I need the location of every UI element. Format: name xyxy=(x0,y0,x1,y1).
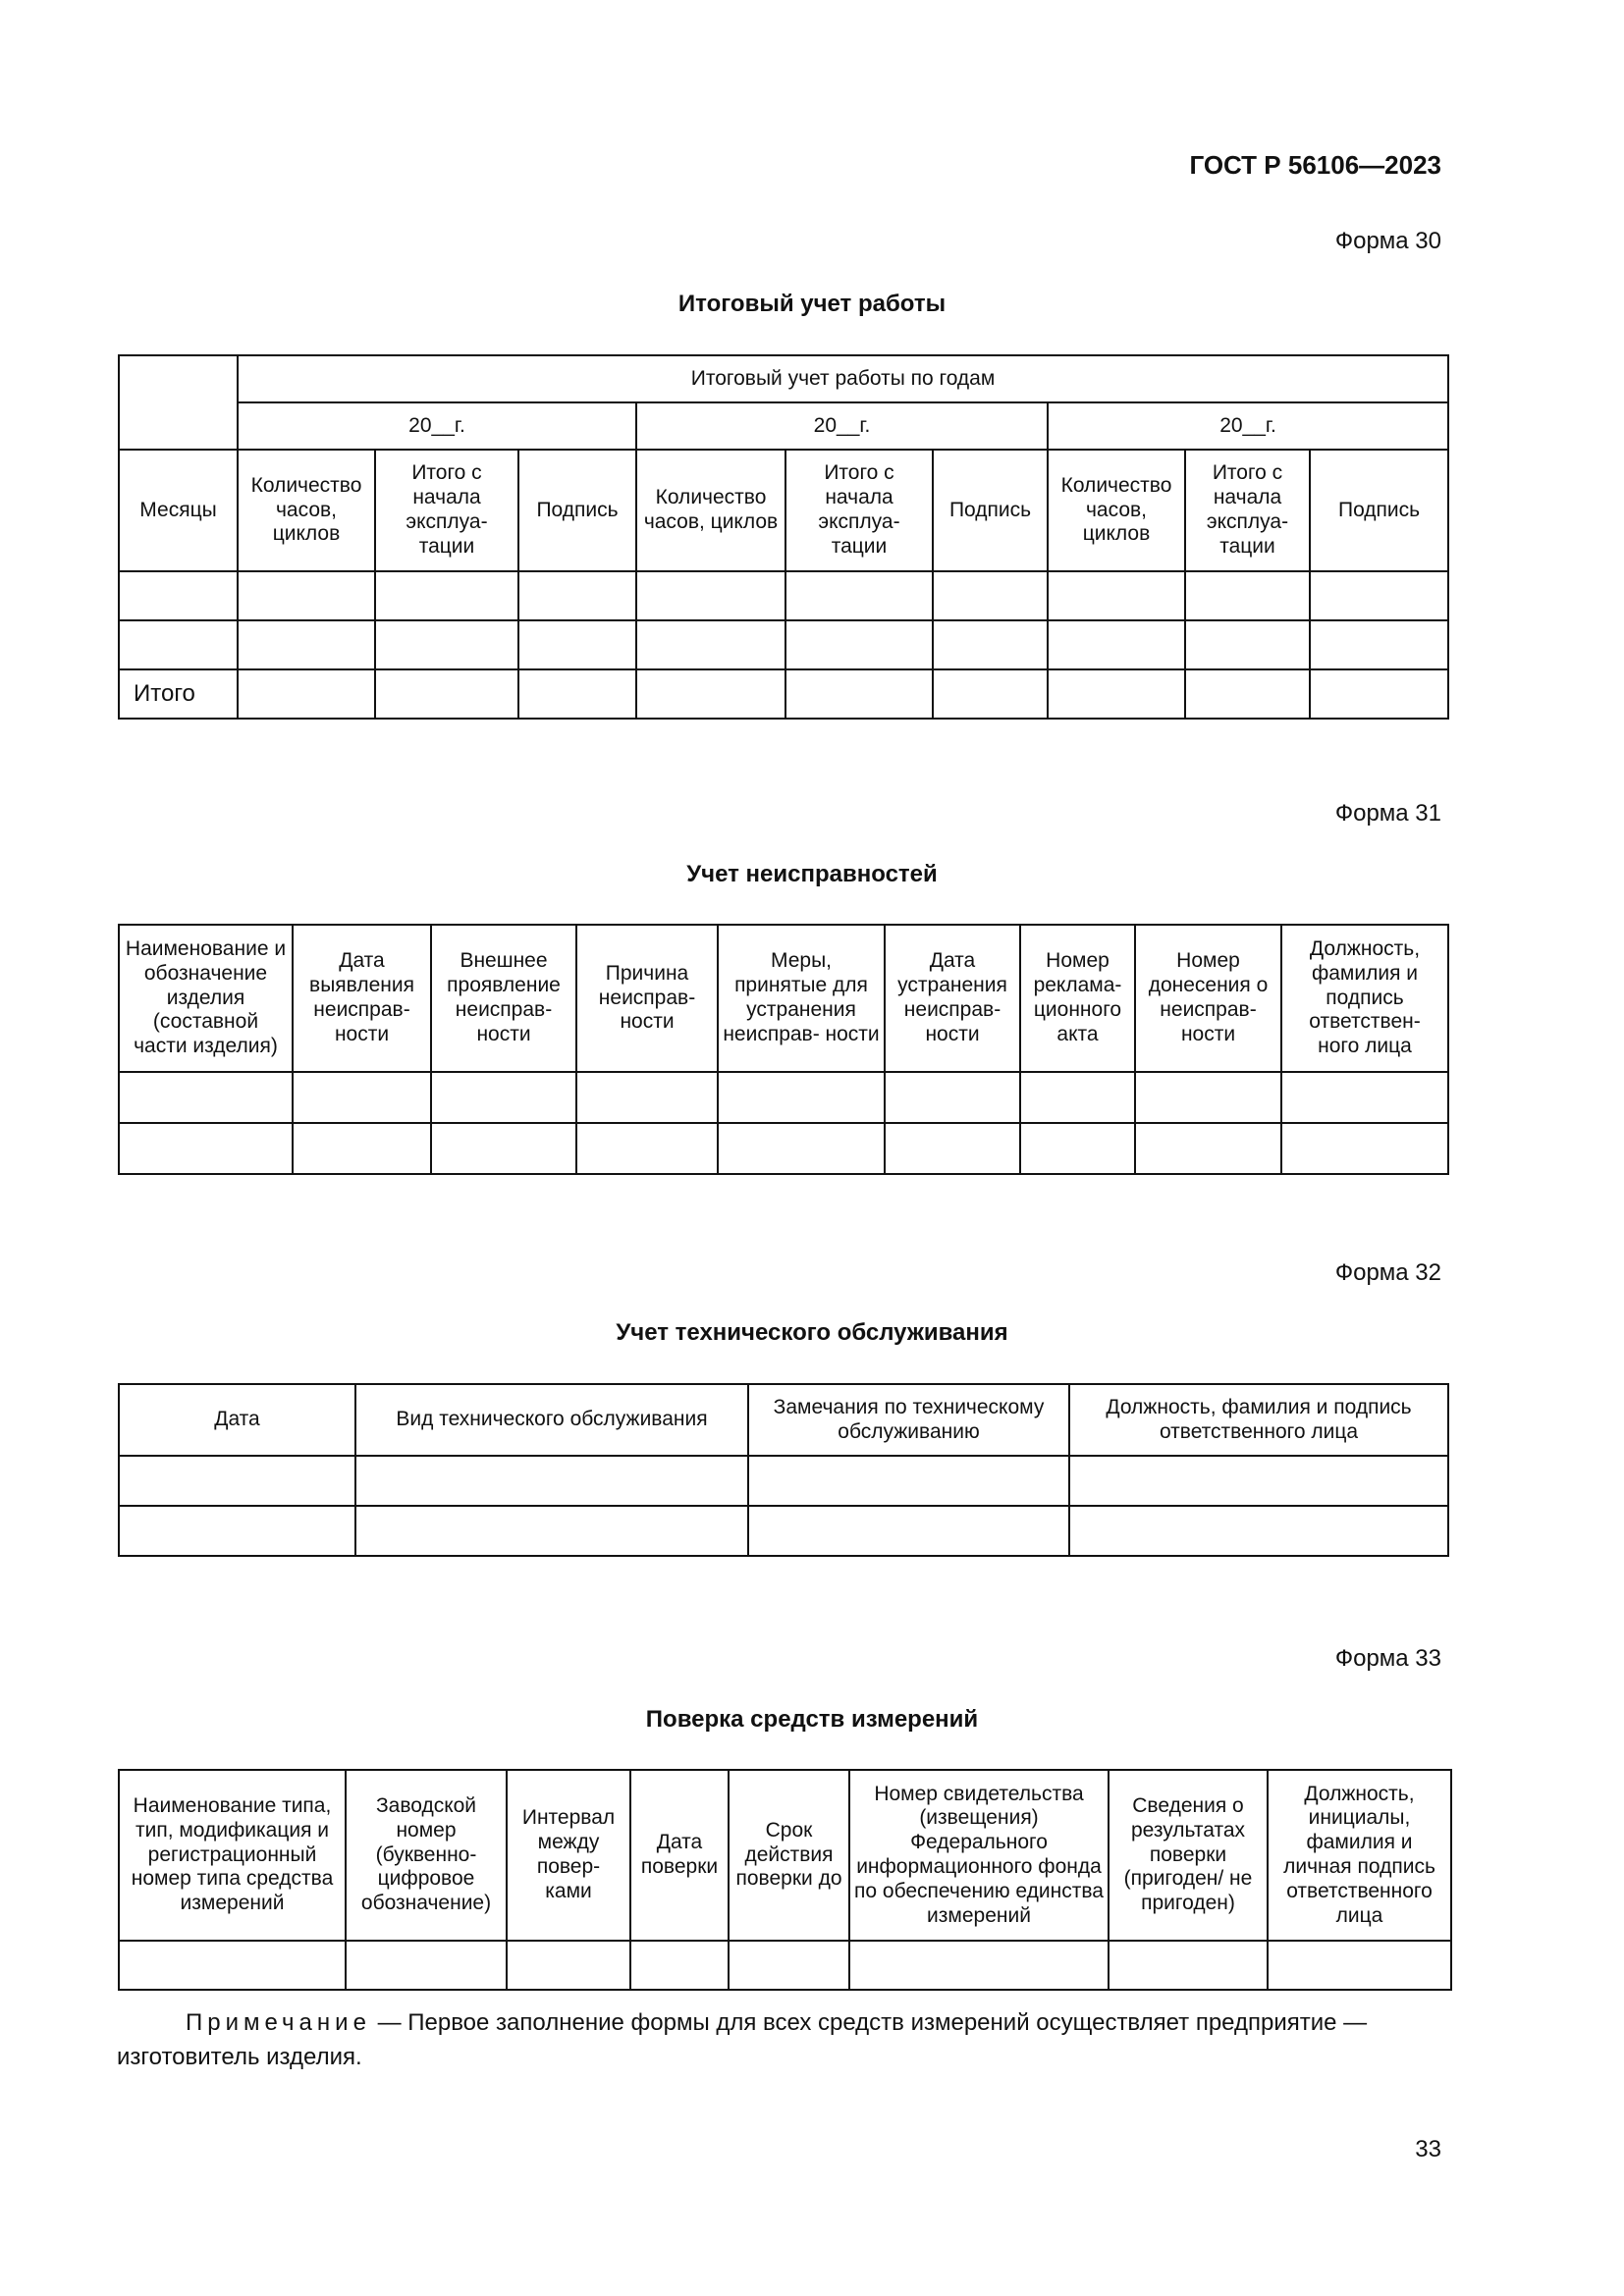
years-group-header: Итоговый учет работы по годам xyxy=(238,355,1448,402)
blank-cell xyxy=(1048,669,1185,719)
blank-cell xyxy=(718,1123,885,1174)
blank-cell xyxy=(1281,1072,1448,1123)
hours-header: Количество часов, циклов xyxy=(238,450,375,571)
blank-cell xyxy=(636,571,785,620)
col-report-number: Номер донесения о неисправ- ности xyxy=(1135,925,1281,1072)
blank-cell xyxy=(518,620,636,669)
blank-cell xyxy=(375,571,518,620)
blank-cell xyxy=(119,620,238,669)
form-33-table xyxy=(118,1769,1452,1991)
col-verification-results: Сведения о результатах поверки (пригоден/ не пригоден) xyxy=(1109,1770,1268,1941)
col-responsible-person: Должность, инициалы, фамилия и личная подпись ответственного лица xyxy=(1268,1770,1451,1941)
col-verification-date: Дата поверки xyxy=(630,1770,729,1941)
year-header-3: 20__г. xyxy=(1048,402,1448,450)
blank-cell xyxy=(1310,571,1448,620)
blank-cell xyxy=(238,669,375,719)
blank-cell xyxy=(849,1941,1109,1990)
table-row xyxy=(119,1456,1448,1506)
blank-cell xyxy=(630,1941,729,1990)
corner-cell xyxy=(119,355,238,450)
form-30-title: Итоговый учет работы xyxy=(677,291,947,317)
blank-cell xyxy=(1135,1123,1281,1174)
blank-cell xyxy=(1310,620,1448,669)
blank-cell xyxy=(355,1456,748,1506)
form-33-title: Поверка средств измерений xyxy=(645,1706,979,1733)
col-detection-date: Дата выявления неисправ- ности xyxy=(293,925,431,1072)
blank-cell xyxy=(119,1506,355,1556)
blank-cell xyxy=(885,1072,1020,1123)
blank-cell xyxy=(785,669,933,719)
col-claim-act-number: Номер реклама- ционного акта xyxy=(1020,925,1135,1072)
blank-cell xyxy=(718,1072,885,1123)
blank-cell xyxy=(1069,1456,1448,1506)
blank-cell xyxy=(1109,1941,1268,1990)
note-paragraph xyxy=(117,2006,1442,2075)
blank-cell xyxy=(119,571,238,620)
table-row xyxy=(119,620,1448,669)
blank-cell xyxy=(1020,1072,1135,1123)
total-since-start-header: Итого с начала эксплуа- тации xyxy=(375,450,518,571)
blank-cell xyxy=(1135,1072,1281,1123)
blank-cell xyxy=(1185,620,1310,669)
blank-cell xyxy=(518,669,636,719)
standard-designation: ГОСТ Р 56106—2023 xyxy=(1189,150,1441,180)
total-since-start-header: Итого с начала эксплуа- тации xyxy=(1185,450,1310,571)
table-row xyxy=(119,1123,1448,1174)
col-valid-until: Срок действия поверки до xyxy=(729,1770,849,1941)
hours-header: Количество часов, циклов xyxy=(1048,450,1185,571)
total-since-start-header: Итого с начала эксплуа- тации xyxy=(785,450,933,571)
note-text: — Первое заполнение формы для всех средств измерений осуществляет предприятие — изготовитель изделия. xyxy=(117,2009,1368,2070)
blank-cell xyxy=(293,1072,431,1123)
blank-cell xyxy=(729,1941,849,1990)
blank-cell xyxy=(293,1123,431,1174)
col-maintenance-remarks: Замечания по техническому обслуживанию xyxy=(748,1384,1069,1456)
col-item-name: Наименование и обозначение изделия (составной части изделия) xyxy=(119,925,293,1072)
blank-cell xyxy=(119,1456,355,1506)
blank-cell xyxy=(1268,1941,1451,1990)
col-verification-interval: Интервал между повер- ками xyxy=(507,1770,630,1941)
blank-cell xyxy=(431,1072,576,1123)
form-30-label: Форма 30 xyxy=(1334,228,1441,254)
blank-cell xyxy=(933,571,1048,620)
form-32-label: Форма 32 xyxy=(1334,1259,1441,1286)
blank-cell xyxy=(238,571,375,620)
blank-cell xyxy=(885,1123,1020,1174)
months-header: Месяцы xyxy=(119,450,238,571)
blank-cell xyxy=(576,1123,718,1174)
signature-header: Подпись xyxy=(1310,450,1448,571)
blank-cell xyxy=(507,1941,630,1990)
year-header-2: 20__г. xyxy=(636,402,1048,450)
table-row xyxy=(119,1072,1448,1123)
blank-cell xyxy=(1020,1123,1135,1174)
total-row xyxy=(119,669,1448,719)
blank-cell xyxy=(748,1506,1069,1556)
blank-cell xyxy=(933,620,1048,669)
col-date: Дата xyxy=(119,1384,355,1456)
blank-cell xyxy=(346,1941,507,1990)
col-fault-cause: Причина неисправ- ности xyxy=(576,925,718,1072)
blank-cell xyxy=(1310,669,1448,719)
table-row xyxy=(119,1506,1448,1556)
col-instrument-type: Наименование типа, тип, модификация и регистрационный номер типа средства измерений xyxy=(119,1770,346,1941)
col-serial-number: Заводской номер (буквенно- цифровое обозначение) xyxy=(346,1770,507,1941)
blank-cell xyxy=(1048,620,1185,669)
blank-cell xyxy=(1069,1506,1448,1556)
note-title: Примечание xyxy=(186,2009,371,2036)
blank-cell xyxy=(748,1456,1069,1506)
page-number: 33 xyxy=(1415,2136,1441,2163)
table-row xyxy=(119,1941,1451,1990)
blank-cell xyxy=(636,669,785,719)
col-responsible-person: Должность, фамилия и подпись ответственного лица xyxy=(1069,1384,1448,1456)
blank-cell xyxy=(119,1123,293,1174)
blank-cell xyxy=(518,571,636,620)
blank-cell xyxy=(375,620,518,669)
blank-cell xyxy=(119,1941,346,1990)
form-32-title: Учет технического обслуживания xyxy=(616,1319,1008,1346)
blank-cell xyxy=(785,571,933,620)
signature-header: Подпись xyxy=(933,450,1048,571)
blank-cell xyxy=(576,1072,718,1123)
col-maintenance-type: Вид технического обслуживания xyxy=(355,1384,748,1456)
col-responsible-person: Должность, фамилия и подпись ответствен- ного лица xyxy=(1281,925,1448,1072)
total-row-label: Итого xyxy=(119,669,238,719)
form-31-title: Учет неисправностей xyxy=(686,861,938,887)
signature-header: Подпись xyxy=(518,450,636,571)
form-33-label: Форма 33 xyxy=(1334,1645,1441,1672)
blank-cell xyxy=(1281,1123,1448,1174)
form-31-table xyxy=(118,924,1449,1175)
form-31-label: Форма 31 xyxy=(1334,800,1441,827)
blank-cell xyxy=(375,669,518,719)
form-32-table xyxy=(118,1383,1449,1557)
table-row xyxy=(119,571,1448,620)
blank-cell xyxy=(1185,669,1310,719)
col-fix-date: Дата устранения неисправ- ности xyxy=(885,925,1020,1072)
blank-cell xyxy=(636,620,785,669)
blank-cell xyxy=(431,1123,576,1174)
blank-cell xyxy=(119,1072,293,1123)
blank-cell xyxy=(1048,571,1185,620)
col-external-manifestation: Внешнее проявление неисправ- ности xyxy=(431,925,576,1072)
col-certificate-number: Номер свидетельства (извещения) Федерального информационного фонда по обеспечению единства измерений xyxy=(849,1770,1109,1941)
year-header-1: 20__г. xyxy=(238,402,636,450)
blank-cell xyxy=(785,620,933,669)
blank-cell xyxy=(1185,571,1310,620)
blank-cell xyxy=(355,1506,748,1556)
blank-cell xyxy=(933,669,1048,719)
col-measures-taken: Меры, принятые для устранения неисправ- ности xyxy=(718,925,885,1072)
form-30-table xyxy=(118,354,1449,720)
blank-cell xyxy=(238,620,375,669)
hours-header: Количество часов, циклов xyxy=(636,450,785,571)
